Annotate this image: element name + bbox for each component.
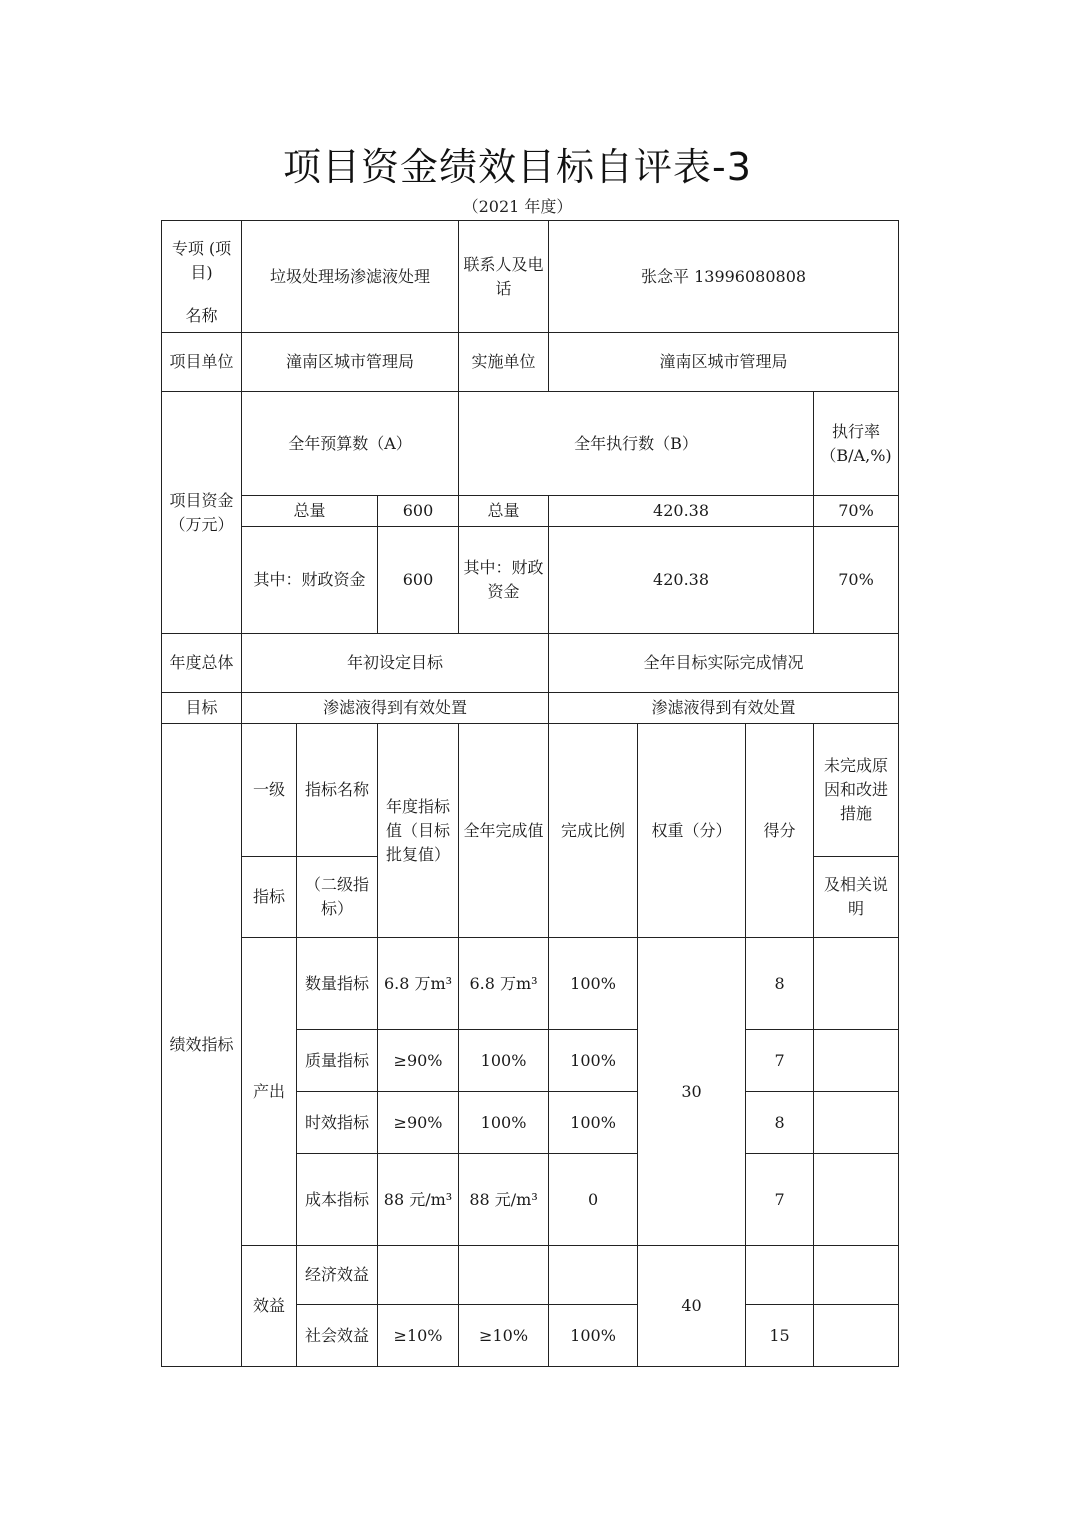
score: 8 [746, 1092, 814, 1154]
note [814, 1305, 899, 1367]
completion-ratio [549, 1246, 638, 1305]
note [814, 1154, 899, 1246]
indicator-name: 经济效益 [297, 1246, 378, 1305]
project-unit-value: 潼南区城市管理局 [242, 333, 459, 392]
project-unit-label: 项目单位 [162, 333, 242, 392]
completion-ratio: 100% [549, 1092, 638, 1154]
actual-value: 100% [459, 1030, 549, 1092]
note [814, 1030, 899, 1092]
actual-goal-header: 全年目标实际完成情况 [549, 634, 899, 693]
target-value-header: 年度指标值（目标批复值） [378, 724, 459, 938]
target-value: 6.8 万m³ [378, 938, 459, 1030]
annual-goal-label: 年度总体 [162, 634, 242, 693]
annual-goal-label-suffix: 目标 [162, 693, 242, 724]
project-name-label-suffix: 名称 [162, 301, 242, 333]
score-header: 得分 [746, 724, 814, 938]
self-evaluation-table [161, 220, 899, 1367]
target-value: ≥10% [378, 1305, 459, 1367]
score: 15 [746, 1305, 814, 1367]
actual-value: ≥10% [459, 1305, 549, 1367]
benefit-category: 效益 [242, 1246, 297, 1367]
total-budget-label: 总量 [242, 496, 378, 527]
total-budget-value: 600 [378, 496, 459, 527]
actual-value: 6.8 万m³ [459, 938, 549, 1030]
actual-value: 100% [459, 1092, 549, 1154]
funds-label: 项目资金（万元） [162, 392, 242, 634]
benefit-weight: 40 [638, 1246, 746, 1367]
actual-value: 88 元/m³ [459, 1154, 549, 1246]
execution-rate-header: 执行率（B/A,%) [814, 392, 899, 496]
fiscal-execution-rate: 70% [814, 527, 899, 634]
note [814, 938, 899, 1030]
annual-budget-header: 全年预算数（A） [242, 392, 459, 496]
completion-ratio: 100% [549, 1305, 638, 1367]
project-name-value: 垃圾处理场渗滤液处理 [242, 221, 459, 333]
completion-ratio: 100% [549, 938, 638, 1030]
actual-value-header: 全年完成值 [459, 724, 549, 938]
total-execution-label: 总量 [459, 496, 549, 527]
note [814, 1246, 899, 1305]
completion-ratio: 100% [549, 1030, 638, 1092]
indicator-name: 质量指标 [297, 1030, 378, 1092]
indicator-name-header: 指标名称 [297, 724, 378, 857]
note [814, 1092, 899, 1154]
target-value: ≥90% [378, 1092, 459, 1154]
indicator-name-header-suffix: （二级指标） [297, 857, 378, 938]
performance-indicators-label: 绩效指标 [162, 724, 242, 1367]
score: 7 [746, 1030, 814, 1092]
project-name-label: 专项 (项目) [162, 221, 242, 301]
implementing-unit-label: 实施单位 [459, 333, 549, 392]
output-category: 产出 [242, 938, 297, 1246]
reason-header-suffix: 及相关说明 [814, 857, 899, 938]
level1-header: 一级 [242, 724, 297, 857]
indicator-name: 时效指标 [297, 1092, 378, 1154]
document-year: （2021 年度） [462, 197, 573, 216]
fiscal-budget-label: 其中：财政资金 [242, 527, 378, 634]
output-weight: 30 [638, 938, 746, 1246]
reason-header: 未完成原因和改进措施 [814, 724, 899, 857]
score [746, 1246, 814, 1305]
total-execution-rate: 70% [814, 496, 899, 527]
weight-header: 权重（分） [638, 724, 746, 938]
score: 7 [746, 1154, 814, 1246]
score: 8 [746, 938, 814, 1030]
fiscal-budget-value: 600 [378, 527, 459, 634]
fiscal-execution-value: 420.38 [549, 527, 814, 634]
fiscal-execution-label: 其中：财政资金 [459, 527, 549, 634]
contact-value: 张念平 13996080808 [549, 221, 899, 333]
indicator-name: 成本指标 [297, 1154, 378, 1246]
total-execution-value: 420.38 [549, 496, 814, 527]
contact-label: 联系人及电话 [459, 221, 549, 333]
indicator-name: 数量指标 [297, 938, 378, 1030]
level1-header-suffix: 指标 [242, 857, 297, 938]
target-value [378, 1246, 459, 1305]
target-value: 88 元/m³ [378, 1154, 459, 1246]
initial-goal-header: 年初设定目标 [242, 634, 549, 693]
implementing-unit-value: 潼南区城市管理局 [549, 333, 899, 392]
initial-goal-value: 渗滤液得到有效处置 [242, 693, 549, 724]
annual-execution-header: 全年执行数（B） [459, 392, 814, 496]
completion-ratio-header: 完成比例 [549, 724, 638, 938]
target-value: ≥90% [378, 1030, 459, 1092]
indicator-name: 社会效益 [297, 1305, 378, 1367]
document-title: 项目资金绩效目标自评表-3 [283, 145, 752, 189]
actual-value [459, 1246, 549, 1305]
actual-goal-value: 渗滤液得到有效处置 [549, 693, 899, 724]
completion-ratio: 0 [549, 1154, 638, 1246]
